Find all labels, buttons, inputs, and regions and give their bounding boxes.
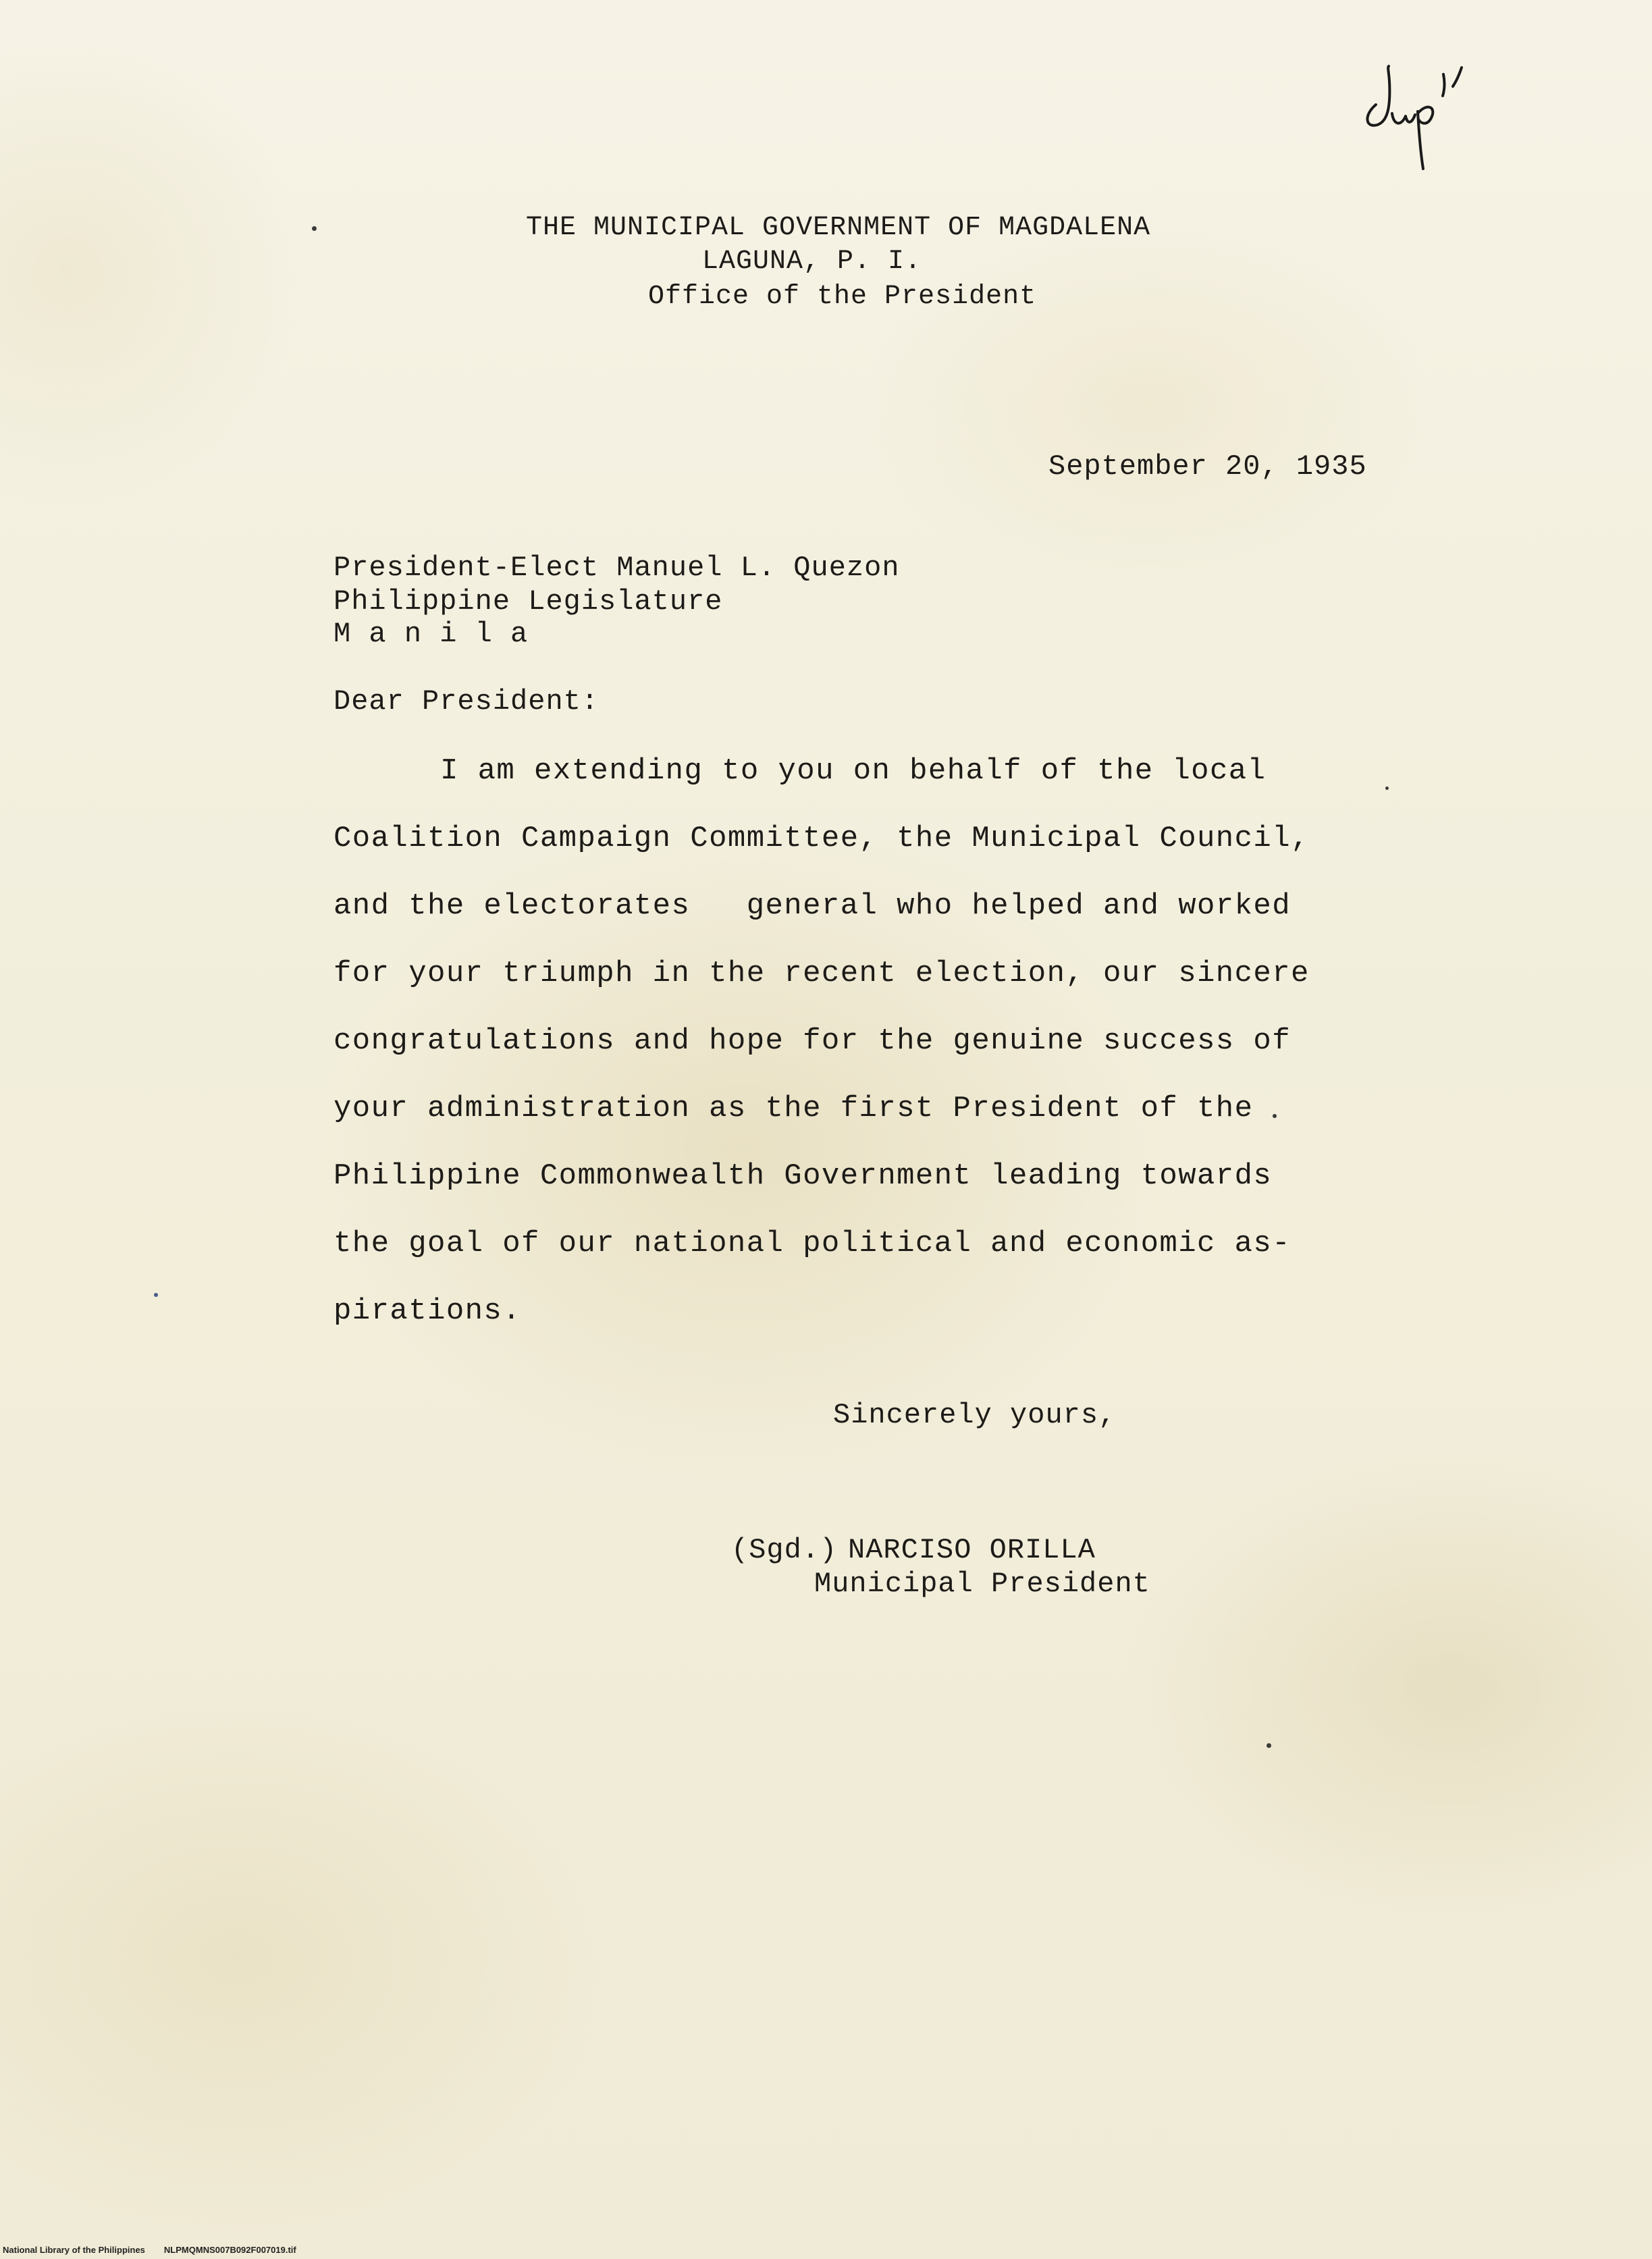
body-line: your administration as the first President of the — [334, 1092, 1254, 1125]
handwritten-note — [1350, 41, 1485, 176]
ink-speck — [1267, 1743, 1271, 1748]
body-line: congratulations and hope for the genuine success of — [334, 1024, 1291, 1058]
signatory-title: Municipal President — [814, 1568, 1150, 1600]
letterhead-line-1: THE MUNICIPAL GOVERNMENT OF MAGDALENA — [526, 213, 1151, 243]
body-line: for your triumph in the recent election, our sincere — [334, 957, 1310, 990]
body-line: and the electorates general who helped and worked — [334, 889, 1291, 923]
signatory-name: NARCISO ORILLA — [848, 1534, 1096, 1566]
body-line: I am extending to you on behalf of the local — [440, 754, 1267, 788]
recipient-institution: Philippine Legislature — [334, 585, 723, 618]
letter-date: September 20, 1935 — [1048, 450, 1367, 483]
ink-speck — [1273, 1114, 1277, 1118]
salutation: Dear President: — [334, 685, 599, 718]
footer-file-id: NLPMQMNS007B092F007019.tif — [163, 2245, 296, 2255]
ink-speck — [154, 1293, 158, 1297]
archive-footer — [3, 2245, 315, 2255]
body-line: pirations. — [334, 1294, 522, 1328]
letterhead-line-2: LAGUNA, P. I. — [702, 246, 922, 277]
recipient-name: President-Elect Manuel L. Quezon — [334, 552, 900, 584]
signature-sgd: (Sgd.) — [731, 1534, 838, 1566]
body-line: the goal of our national political and economic as- — [334, 1227, 1291, 1260]
letterhead-line-3: Office of the President — [648, 282, 1037, 312]
ink-speck — [312, 226, 317, 231]
body-line: Coalition Campaign Committee, the Municipal Council, — [334, 822, 1310, 855]
ink-speck — [1385, 787, 1389, 790]
recipient-city: M a n i l a — [334, 618, 529, 650]
closing: Sincerely yours, — [833, 1399, 1117, 1431]
body-line: Philippine Commonwealth Government leading towards — [334, 1159, 1273, 1193]
footer-library: National Library of the Philippines — [3, 2245, 145, 2255]
